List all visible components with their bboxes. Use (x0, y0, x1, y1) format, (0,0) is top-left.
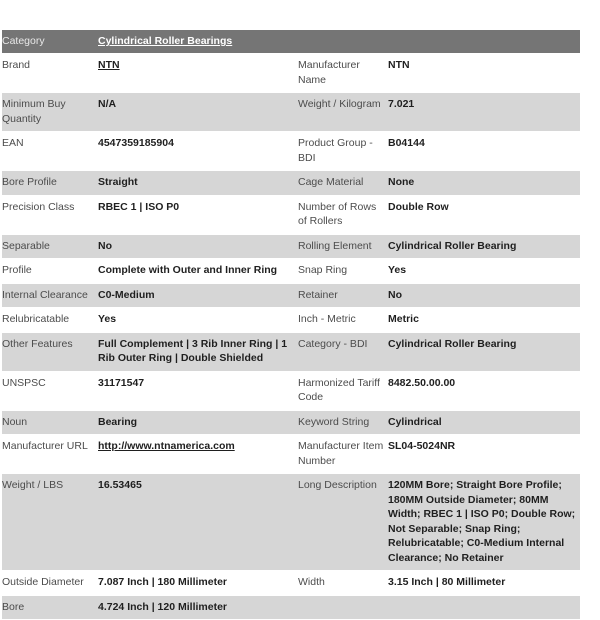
spec-row (2, 333, 580, 372)
spec-label-cell: Category - BDI (298, 333, 388, 372)
table-header-row (2, 30, 580, 54)
spec-value-cell: Metric (388, 308, 580, 332)
spec-value-cell: C0-Medium (98, 284, 298, 308)
spec-label-cell: Outside Diameter (2, 571, 98, 595)
spec-row (2, 596, 580, 620)
spec-value-cell: Full Complement | 3 Rib Inner Ring | 1 Rib Outer Ring | Double Shielded (98, 333, 298, 372)
spec-value-cell: SL04-5024NR (388, 435, 580, 474)
spec-label-cell: Internal Clearance (2, 284, 98, 308)
spec-value-cell: 120MM Bore; Straight Bore Profile; 180MM Outside Diameter; 80MM Width; RBEC 1 | ISO P0; Double Row; Not Separable; Snap Ring; Relubricatable; C0-Medium Internal Clearance; No Retainer (388, 474, 580, 571)
category-header-label: Category (2, 30, 98, 54)
spec-value-cell: RBEC 1 | ISO P0 (98, 196, 298, 235)
spec-label-cell: Number of Rows of Rollers (298, 196, 388, 235)
spec-label-cell: Keyword String (298, 411, 388, 435)
spec-value-cell: NTN (388, 54, 580, 93)
spec-label-cell: Retainer (298, 284, 388, 308)
spec-label-cell: Bore Profile (2, 171, 98, 195)
spec-row (2, 474, 580, 571)
spec-label-cell: Bore (2, 596, 98, 620)
spec-label-cell: Weight / Kilogram (298, 93, 388, 132)
spec-value-cell: Bearing (98, 411, 298, 435)
spec-value-cell: Yes (98, 308, 298, 332)
spec-label-cell: Brand (2, 54, 98, 93)
spec-value-cell: Double Row (388, 196, 580, 235)
spec-value-cell: None (388, 171, 580, 195)
spec-label-cell: Manufacturer URL (2, 435, 98, 474)
spec-label-cell: Profile (2, 259, 98, 283)
spec-value-cell: B04144 (388, 132, 580, 171)
spec-row (2, 196, 580, 235)
spec-row (2, 284, 580, 308)
spec-value-cell: Complete with Outer and Inner Ring (98, 259, 298, 283)
spec-label-cell: Harmonized Tariff Code (298, 372, 388, 411)
spec-value-cell: 31171547 (98, 372, 298, 411)
spec-value-cell: 4.724 Inch | 120 Millimeter (98, 596, 298, 620)
spec-value-cell: Cylindrical (388, 411, 580, 435)
spec-label-cell: Precision Class (2, 196, 98, 235)
spec-row (2, 571, 580, 595)
spec-label-cell: Weight / LBS (2, 474, 98, 571)
spec-label-cell: Manufacturer Name (298, 54, 388, 93)
spec-table-body (2, 54, 580, 620)
product-spec-table (2, 30, 580, 620)
spec-value-cell: 3.15 Inch | 80 Millimeter (388, 571, 580, 595)
spec-value-cell (388, 596, 580, 620)
brand-link[interactable]: NTN (98, 59, 120, 72)
spec-label-cell: Rolling Element (298, 235, 388, 259)
spec-row (2, 411, 580, 435)
spec-row (2, 235, 580, 259)
spec-label-cell: Noun (2, 411, 98, 435)
spec-label-cell: Snap Ring (298, 259, 388, 283)
spec-row (2, 259, 580, 283)
spec-label-cell: UNSPSC (2, 372, 98, 411)
category-link[interactable]: Cylindrical Roller Bearings (98, 35, 233, 47)
spec-row (2, 132, 580, 171)
spec-value-cell: 8482.50.00.00 (388, 372, 580, 411)
spec-label-cell: Long Description (298, 474, 388, 571)
spec-value-cell: 4547359185904 (98, 132, 298, 171)
spec-value-cell: Cylindrical Roller Bearing (388, 333, 580, 372)
spec-row (2, 435, 580, 474)
spec-value-cell: 7.021 (388, 93, 580, 132)
spec-value-cell: Straight (98, 171, 298, 195)
spec-row (2, 372, 580, 411)
spec-value-cell: Yes (388, 259, 580, 283)
spec-label-cell: Product Group - BDI (298, 132, 388, 171)
spec-label-cell: EAN (2, 132, 98, 171)
spec-value-cell (98, 435, 298, 474)
spec-label-cell: Other Features (2, 333, 98, 372)
spec-label-cell: Manufacturer Item Number (298, 435, 388, 474)
spec-value-cell: N/A (98, 93, 298, 132)
spec-label-cell: Minimum Buy Quantity (2, 93, 98, 132)
spec-label-cell: Cage Material (298, 171, 388, 195)
spec-label-cell: Inch - Metric (298, 308, 388, 332)
spec-row (2, 54, 580, 93)
spec-label-cell: Width (298, 571, 388, 595)
spec-value-cell: No (98, 235, 298, 259)
spec-label-cell: Separable (2, 235, 98, 259)
manufacturer-url-link[interactable]: http://www.ntnamerica.com (98, 440, 235, 453)
spec-value-cell: No (388, 284, 580, 308)
category-header-value-cell (98, 30, 580, 54)
spec-label-cell (298, 596, 388, 620)
spec-value-cell: 7.087 Inch | 180 Millimeter (98, 571, 298, 595)
spec-row (2, 171, 580, 195)
spec-value-cell: 16.53465 (98, 474, 298, 571)
spec-value-cell (98, 54, 298, 93)
spec-label-cell: Relubricatable (2, 308, 98, 332)
spec-row (2, 93, 580, 132)
spec-value-cell: Cylindrical Roller Bearing (388, 235, 580, 259)
spec-row (2, 308, 580, 332)
